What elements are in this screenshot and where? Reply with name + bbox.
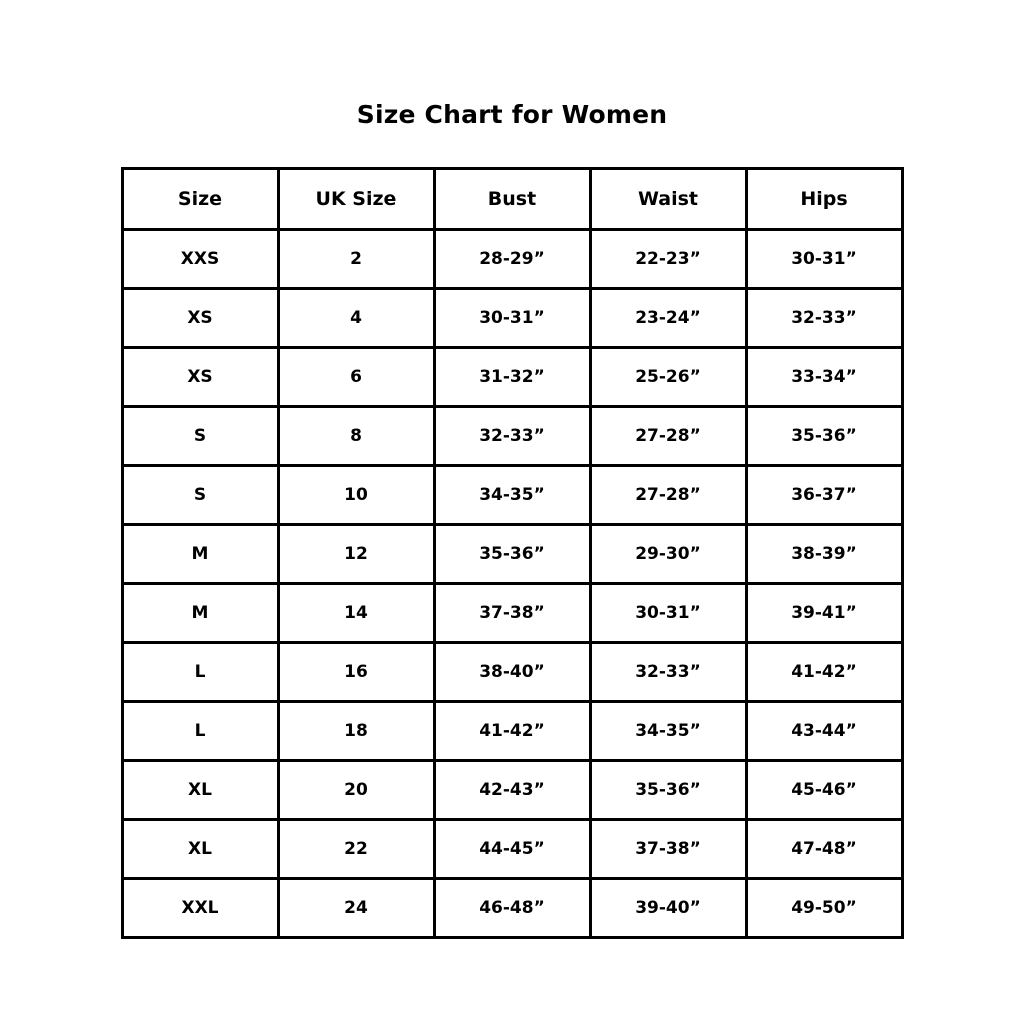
cell-uk-size: 12: [278, 525, 434, 584]
cell-bust: 30-31”: [434, 289, 590, 348]
cell-waist: 29-30”: [590, 525, 746, 584]
cell-waist: 25-26”: [590, 348, 746, 407]
cell-bust: 46-48”: [434, 879, 590, 938]
table-row: [122, 466, 902, 525]
column-header-size: Size: [122, 169, 278, 230]
cell-uk-size: 24: [278, 879, 434, 938]
cell-uk-size: 10: [278, 466, 434, 525]
cell-size: XS: [122, 348, 278, 407]
cell-size: L: [122, 702, 278, 761]
cell-size: L: [122, 643, 278, 702]
cell-bust: 44-45”: [434, 820, 590, 879]
cell-size: M: [122, 584, 278, 643]
cell-uk-size: 22: [278, 820, 434, 879]
cell-hips: 36-37”: [746, 466, 902, 525]
table-row: [122, 348, 902, 407]
cell-size: M: [122, 525, 278, 584]
cell-uk-size: 14: [278, 584, 434, 643]
cell-size: XS: [122, 289, 278, 348]
table-header: [122, 169, 902, 230]
cell-bust: 34-35”: [434, 466, 590, 525]
column-header-hips: Hips: [746, 169, 902, 230]
cell-size: XXS: [122, 230, 278, 289]
cell-uk-size: 4: [278, 289, 434, 348]
size-table: [121, 167, 904, 939]
cell-size: XL: [122, 820, 278, 879]
cell-bust: 28-29”: [434, 230, 590, 289]
table-row: [122, 407, 902, 466]
cell-hips: 35-36”: [746, 407, 902, 466]
table-row: [122, 761, 902, 820]
cell-waist: 27-28”: [590, 407, 746, 466]
cell-waist: 27-28”: [590, 466, 746, 525]
table-row: [122, 879, 902, 938]
cell-waist: 34-35”: [590, 702, 746, 761]
column-header-bust: Bust: [434, 169, 590, 230]
cell-uk-size: 16: [278, 643, 434, 702]
cell-bust: 31-32”: [434, 348, 590, 407]
cell-waist: 39-40”: [590, 879, 746, 938]
cell-size: XL: [122, 761, 278, 820]
cell-hips: 47-48”: [746, 820, 902, 879]
column-header-waist: Waist: [590, 169, 746, 230]
cell-hips: 30-31”: [746, 230, 902, 289]
cell-bust: 35-36”: [434, 525, 590, 584]
cell-bust: 42-43”: [434, 761, 590, 820]
table-row: [122, 702, 902, 761]
cell-hips: 39-41”: [746, 584, 902, 643]
table-row: [122, 820, 902, 879]
column-header-uk-size: UK Size: [278, 169, 434, 230]
cell-uk-size: 2: [278, 230, 434, 289]
cell-waist: 37-38”: [590, 820, 746, 879]
cell-hips: 32-33”: [746, 289, 902, 348]
cell-hips: 49-50”: [746, 879, 902, 938]
cell-waist: 32-33”: [590, 643, 746, 702]
cell-uk-size: 6: [278, 348, 434, 407]
table-body: [122, 230, 902, 938]
cell-bust: 32-33”: [434, 407, 590, 466]
table-row: [122, 584, 902, 643]
cell-size: XXL: [122, 879, 278, 938]
cell-waist: 35-36”: [590, 761, 746, 820]
size-table-container: [121, 167, 904, 939]
cell-bust: 41-42”: [434, 702, 590, 761]
cell-uk-size: 20: [278, 761, 434, 820]
cell-hips: 41-42”: [746, 643, 902, 702]
table-row: [122, 643, 902, 702]
cell-hips: 43-44”: [746, 702, 902, 761]
cell-uk-size: 18: [278, 702, 434, 761]
cell-hips: 45-46”: [746, 761, 902, 820]
cell-waist: 23-24”: [590, 289, 746, 348]
cell-size: S: [122, 466, 278, 525]
cell-size: S: [122, 407, 278, 466]
table-row: [122, 289, 902, 348]
cell-uk-size: 8: [278, 407, 434, 466]
cell-hips: 38-39”: [746, 525, 902, 584]
table-row: [122, 230, 902, 289]
table-row: [122, 525, 902, 584]
cell-waist: 22-23”: [590, 230, 746, 289]
cell-bust: 37-38”: [434, 584, 590, 643]
cell-bust: 38-40”: [434, 643, 590, 702]
cell-waist: 30-31”: [590, 584, 746, 643]
cell-hips: 33-34”: [746, 348, 902, 407]
table-header-row: [122, 169, 902, 230]
page-title: Size Chart for Women: [356, 100, 668, 129]
